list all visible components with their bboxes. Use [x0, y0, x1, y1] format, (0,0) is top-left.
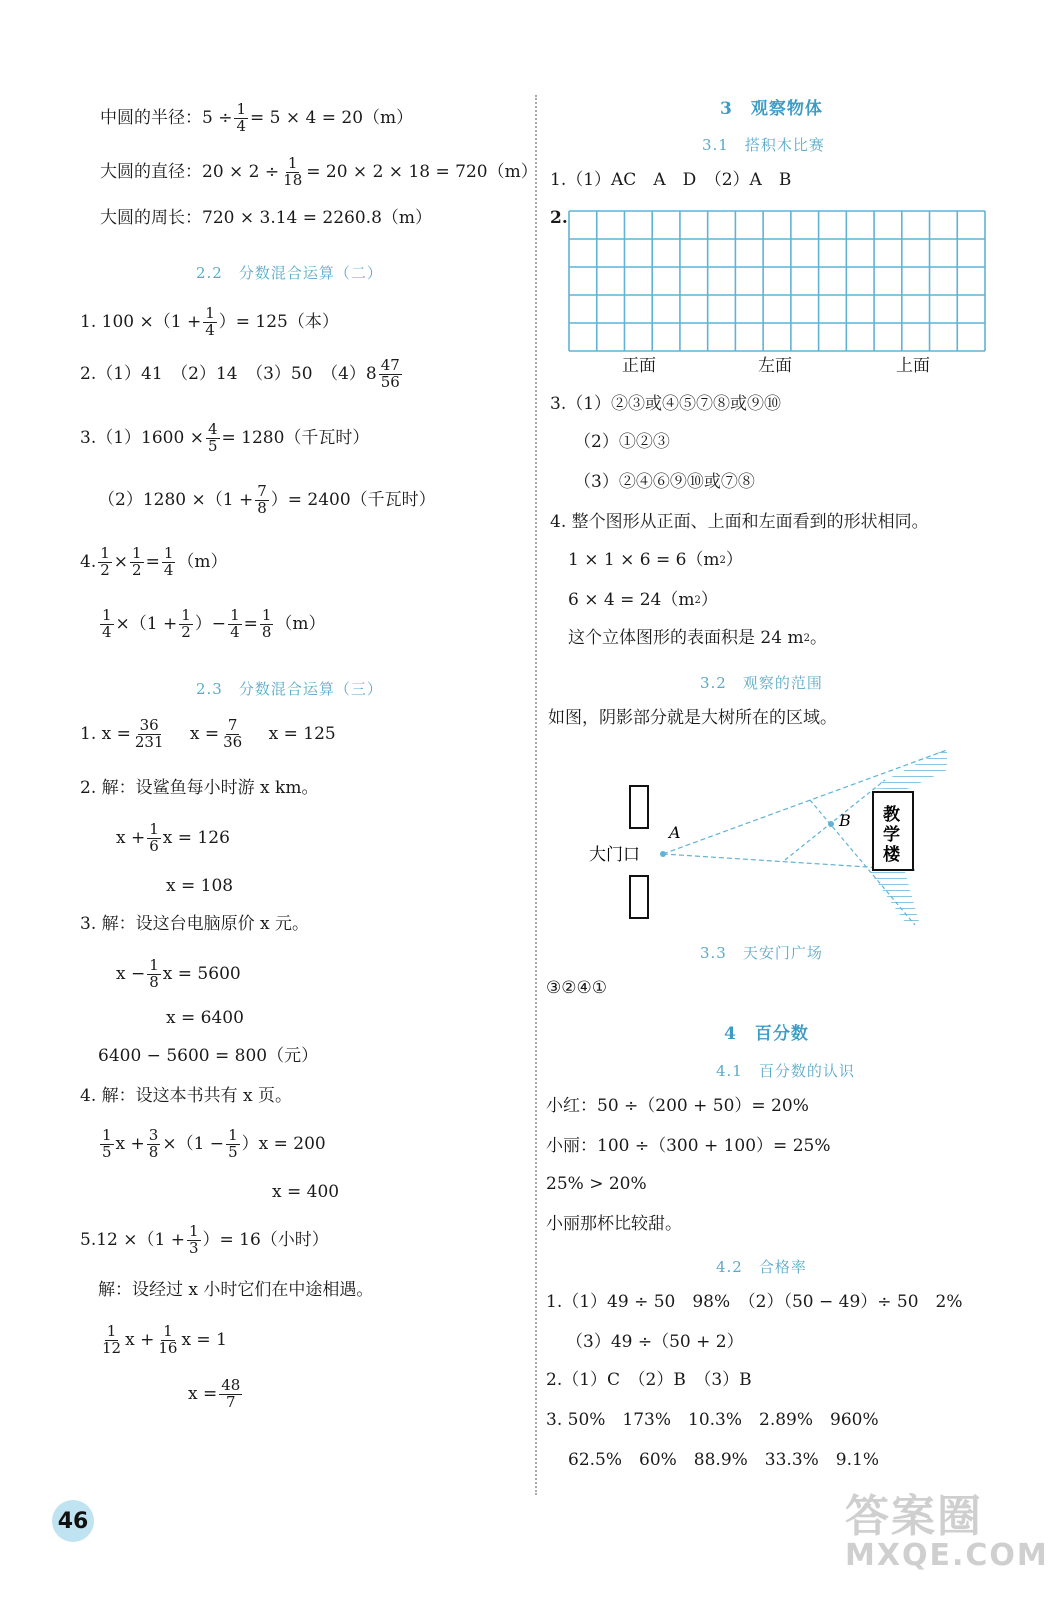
answer-3-1-2: 2. — [550, 208, 568, 228]
section-2-2: 2.2 分数混合运算（二） — [196, 264, 383, 282]
answer-4-2-3a: 3. 50% 173% 10.3% 2.89% 960% — [546, 1410, 879, 1430]
section-3-2: 3.2 观察的范围 — [700, 674, 823, 692]
label-gate: 大门口 — [589, 845, 640, 865]
answer-2-3-2-eq: x + $\frac{1}{6}$ x = 126 — [116, 820, 230, 855]
answer-2-3-4-eq: 1 5 x + $\frac{3}{8}$ ×（1 − $\frac{1}{5}$ ）x = 200 — [102, 1126, 326, 1161]
answer-3-1-4b: 6 × 4 = 24（m 2 ） — [568, 590, 718, 610]
answer-3-1-1: 1.（1）AC A D （2）A B — [550, 170, 792, 190]
building-char-2: 学 — [883, 825, 900, 845]
point-b — [828, 821, 834, 827]
answer-2-3-5-text: 解：设经过 x 小时它们在中途相遇。 — [98, 1280, 374, 1300]
answer-3-1-4a: 1 × 1 × 6 = 6（m 2 ） — [568, 550, 743, 570]
line-middle-radius: 中圆的半径：5 ÷ $\frac{1}{4}$ = 5 × 4 = 20（m） — [100, 100, 414, 135]
label-a: A — [669, 823, 681, 842]
grid-label-top: 上面 — [896, 356, 930, 376]
label-b: B — [839, 811, 851, 830]
answer-2-2-2: 2.（1）41 （2）14 （3）50 （4）8 47 56 — [80, 356, 400, 391]
grid-label-front: 正面 — [622, 356, 656, 376]
view-grid — [568, 210, 986, 352]
answer-2-2-4a: 4. $\frac{1}{2}$ × $\frac{1}{2}$ = $\frac{1}{4}$ （m） — [80, 544, 228, 579]
shaded-area-bottom — [870, 872, 920, 925]
answer-2-3-4-sol: x = 400 — [272, 1182, 340, 1202]
answer-4-2-1: 1.（1）49 ÷ 50 98% （2）（50 − 49）÷ 50 2% — [546, 1292, 963, 1312]
building-char-1: 教 — [883, 805, 900, 825]
section-3-3: 3.3 天安门广场 — [700, 944, 823, 962]
chapter-4-title: 4 百分数 — [724, 1024, 809, 1044]
grid-label-left: 左面 — [758, 356, 792, 376]
answer-2-3-3-eq: x − $\frac{1}{8}$ x = 5600 — [116, 956, 241, 991]
answer-3-2: 如图，阴影部分就是大树所在的区域。 — [548, 708, 837, 728]
answer-3-1-3c: （3）②④⑥⑨⑩或⑦⑧ — [574, 472, 755, 492]
answer-4-2-2: 2.（1）C （2）B （3）B — [546, 1370, 752, 1390]
answer-2-3-5: 5.12 ×（1 + $\frac{1}{3}$ ）= 16（小时） — [80, 1222, 329, 1257]
answer-3-1-3a: 3.（1）②③或④⑤⑦⑧或⑨⑩ — [550, 394, 782, 414]
section-4-2: 4.2 合格率 — [716, 1258, 807, 1276]
gate-pillar-bottom — [630, 876, 648, 918]
answer-3-1-4: 4. 整个图形从正面、上面和左面看到的形状相同。 — [550, 512, 929, 532]
answer-4-1-a: 小红：50 ÷（200 + 50）= 20% — [546, 1096, 809, 1116]
answer-2-3-4: 4. 解：设这本书共有 x 页。 — [80, 1086, 293, 1106]
answer-2-3-3-sol: x = 6400 — [166, 1008, 244, 1028]
chapter-3-title: 3 观察物体 — [720, 99, 823, 119]
column-divider — [535, 95, 537, 1495]
gate-pillar-top — [630, 786, 648, 828]
answer-3-1-4c: 这个立体图形的表面积是 24 m 2 。 — [568, 628, 827, 648]
answer-4-2-1c: （3）49 ÷（50 + 2） — [566, 1332, 744, 1352]
answer-4-1-b: 小丽：100 ÷（300 + 100）= 25% — [546, 1136, 831, 1156]
section-3-1: 3.1 搭积木比赛 — [702, 136, 825, 154]
answer-3-1-3b: （2）①②③ — [574, 432, 670, 452]
line-big-circumference: 大圆的周长：720 × 3.14 = 2260.8（m） — [100, 208, 433, 228]
answer-2-3-1: 1. x = $\frac{36}{231}$ x = $\frac{7}{36}$ x = 125 — [80, 716, 336, 751]
section-2-3: 2.3 分数混合运算（三） — [196, 680, 383, 698]
answer-2-3-2-sol: x = 108 — [166, 876, 234, 896]
answer-3-3: ③②④① — [546, 978, 607, 998]
point-a — [660, 851, 666, 857]
answer-2-2-4b: $\frac{1}{4}$ ×（1 + $\frac{1}{2}$ ）− $\frac{1}{4}$ = $\frac{1}{8}$ （m） — [102, 606, 326, 641]
answer-2-3-5-sol: x = $\frac{48}{7}$ — [188, 1376, 241, 1411]
answer-4-1-d: 小丽那杯比较甜。 — [546, 1214, 682, 1234]
answer-2-3-3-calc: 6400 − 5600 = 800（元） — [98, 1046, 319, 1066]
answer-2-2-3a: 3.（1）1600 × $\frac{4}{5}$ = 1280（千瓦时） — [80, 420, 370, 455]
answer-2-2-1: 1. 100 ×（1 + $\frac{1}{4}$ ）= 125（本） — [80, 304, 339, 339]
answer-2-3-5-eq: 1 12 x + $\frac{1}{16}$ x = 1 — [102, 1322, 227, 1357]
section-4-1: 4.1 百分数的认识 — [716, 1062, 855, 1080]
building-char-3: 楼 — [883, 845, 900, 865]
answer-4-1-c: 25% > 20% — [546, 1174, 647, 1194]
line-big-diameter: 大圆的直径：20 × 2 ÷ $\frac{1}{18}$ = 20 × 2 × 18 = 720（m） — [100, 154, 538, 189]
watermark: 答案圈 MXQE.COM — [845, 1491, 1049, 1573]
answer-4-2-3b: 62.5% 60% 88.9% 33.3% 9.1% — [568, 1450, 879, 1470]
page-number: 46 — [52, 1500, 94, 1542]
observation-figure — [585, 740, 955, 930]
answer-2-2-3b: （2）1280 ×（1 + $\frac{7}{8}$ ）= 2400（千瓦时） — [98, 482, 436, 517]
answer-2-3-2: 2. 解：设鲨鱼每小时游 x km。 — [80, 778, 319, 798]
answer-2-3-3: 3. 解：设这台电脑原价 x 元。 — [80, 914, 310, 934]
